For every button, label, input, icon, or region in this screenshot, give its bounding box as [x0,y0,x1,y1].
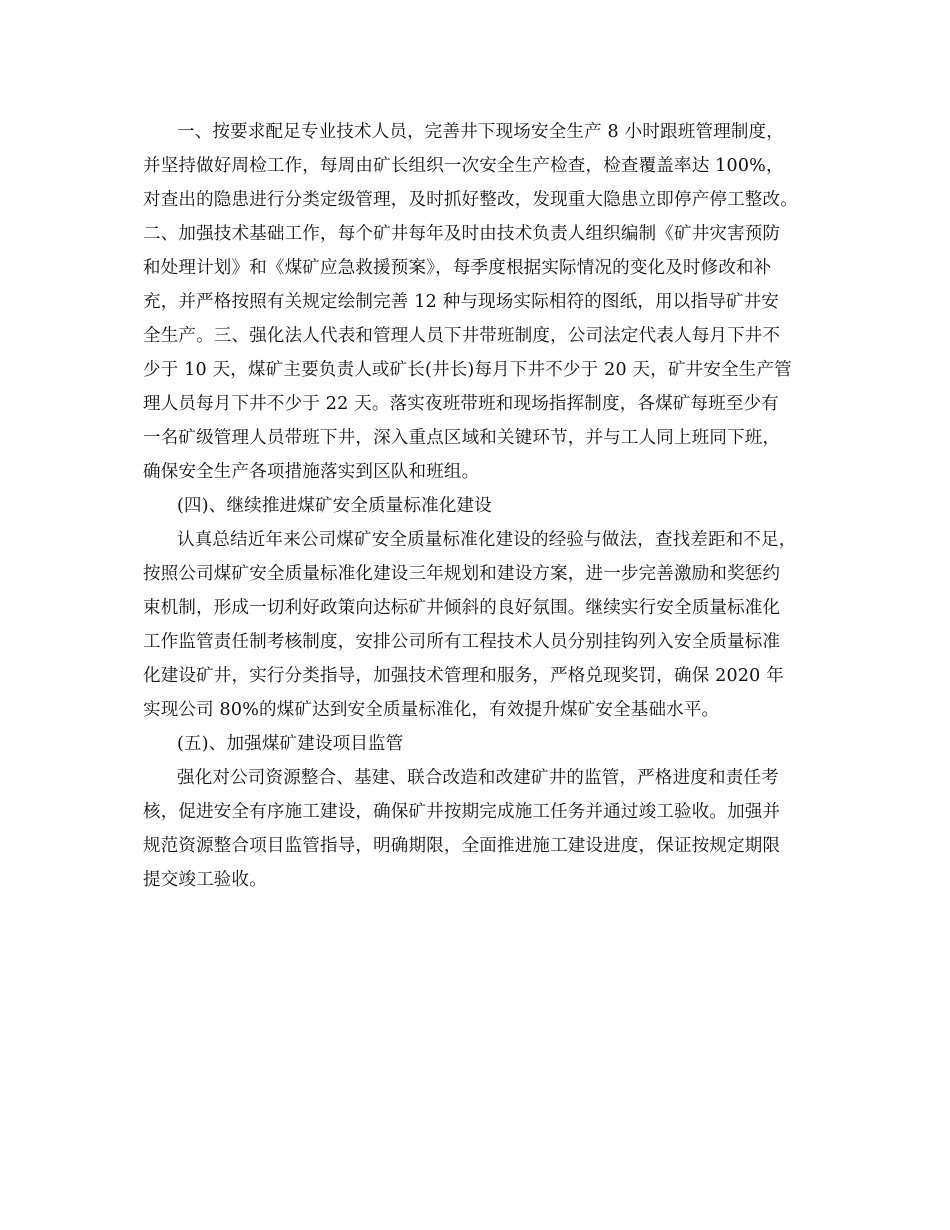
text-line: 按照公司煤矿安全质量标准化建设三年规划和建设方案，进一步完善激励和奖惩约 [143,564,781,584]
text-line: 二、加强技术基础工作，每个矿井每年及时由技术负责人组织编制《矿井灾害预防 [143,224,781,244]
section-heading-5: (五)、加强煤矿建设项目监管 [177,734,404,754]
text-line: 充，并严格按照有关规定绘制完善 12 种与现场实际相符的图纸，用以指导矿井安 [143,292,779,312]
text-line: 强化对公司资源整合、基建、联合改造和改建矿井的监管，严格进度和责任考 [177,768,779,788]
text-line: 工作监管责任制考核制度，安排公司所有工程技术人员分别挂钩列入安全质量标准 [143,632,781,652]
text-line: 实现公司 80%的煤矿达到安全质量标准化，有效提升煤矿安全基础水平。 [143,700,720,720]
text-line: 束机制，形成一切利好政策向达标矿井倾斜的良好氛围。继续实行安全质量标准化 [143,598,781,618]
text-line: 规范资源整合项目监管指导，明确期限，全面推进施工建设进度，保证按规定期限 [143,836,781,856]
text-line: 核，促进安全有序施工建设，确保矿井按期完成施工任务并通过竣工验收。加强并 [143,802,781,822]
text-line: 一、按要求配足专业技术人员，完善井下现场安全生产 8 小时跟班管理制度， [177,122,784,142]
text-line: 和处理计划》和《煤矿应急救援预案》，每季度根据实际情况的变化及时修改和补 [143,258,772,278]
text-line: 一名矿级管理人员带班下井，深入重点区域和关键环节，并与工人同上班同下班， [143,428,781,448]
text-line: 理人员每月下井不少于 22 天。落实夜班带班和现场指挥制度，各煤矿每班至少有 [143,394,779,414]
section-heading-4: (四)、继续推进煤矿安全质量标准化建设 [177,496,492,516]
text-line: 对查出的隐患进行分类定级管理，及时抓好整改，发现重大隐患立即停产停工整改。 [143,190,798,210]
text-line: 确保安全生产各项措施落实到区队和班组。 [143,462,480,482]
text-line: 少于 10 天，煤矿主要负责人或矿长(井长)每月下井不少于 20 天，矿井安全生产管 [143,360,792,380]
text-line: 并坚持做好周检工作，每周由矿长组织一次安全生产检查，检查覆盖率达 100%， [143,156,784,176]
text-line: 认真总结近年来公司煤矿安全质量标准化建设的经验与做法，查找差距和不足， [177,530,797,550]
text-line: 全生产。三、强化法人代表和管理人员下井带班制度，公司法定代表人每月下井不 [143,326,781,346]
text-line: 化建设矿井，实行分类指导，加强技术管理和服务，严格兑现奖罚，确保 2020 年 [143,666,784,686]
text-line: 提交竣工验收。 [143,870,267,890]
